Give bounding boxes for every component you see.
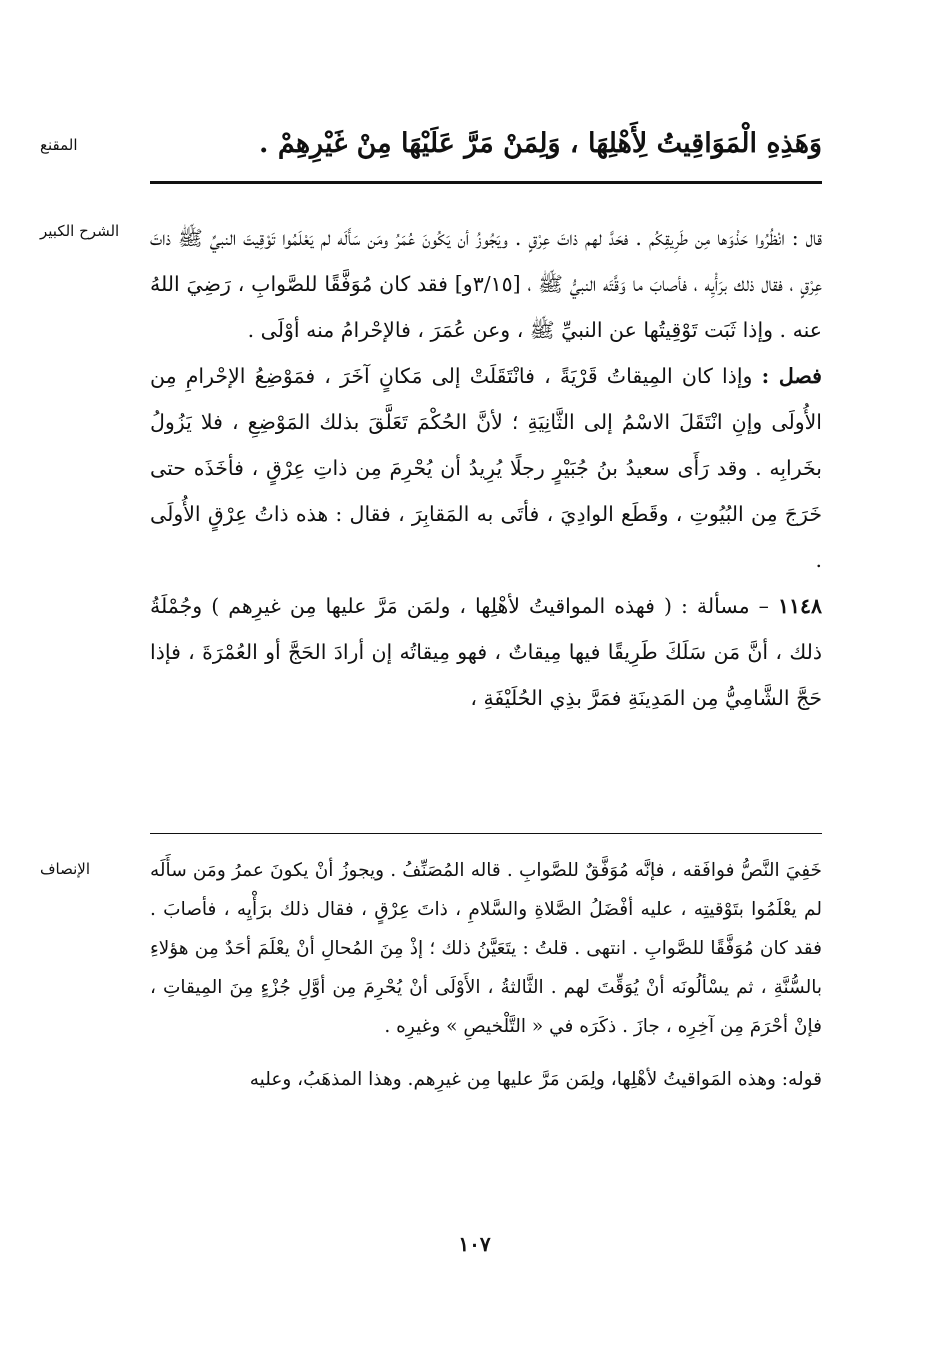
- insaf-paragraph-2: قوله: وهذه المَواقيتُ لأهْلِها، ولِمَن مَرَّ عليها مِن غيرِهم. وهذا المذهَبُ، وعليه: [249, 1069, 822, 1090]
- masala-number: ١١٤٨: [777, 594, 822, 618]
- label-insaf: الإنصاف: [40, 860, 91, 878]
- sharh-paragraph-3: [150, 583, 822, 721]
- sharh-paragraph-3-text: – مسألة : ( فهذه المواقيتُ لأهْلِها ، ولمَن مَرَّ عليها مِن غيرِهم ) وجُمْلَةُ ذلك ، أنَّ مَن سَلَكَ طَرِيقًا فيها مِيقاتٌ ، فهو مِيقاتُه إن أرادَ الحَجَّ أو العُمْرَةَ ، فإذا حَجَّ الشَّامِيُّ مِن المَدِينَةِ فمَرَّ بذِي الحُلَيْفَةِ ،: [150, 594, 822, 710]
- page-number: ١٠٧: [458, 1232, 491, 1256]
- divider-thick: [150, 181, 822, 184]
- sharh-paragraph-2: [150, 353, 822, 583]
- insaf-block: [150, 851, 822, 1099]
- insaf-paragraph-1: خَفِيَ النَّصُّ فوافَقه ، فإنَّه مُوَفَّقٌ للصَّوابِ . قاله المُصَنِّفُ . ويجوزُ أنْ يكونَ عمرُ ومَن سأَلَه لم يعْلَمُوا بتَوْقيتِه ، عليه أفْضَلُ الصَّلاةِ والسَّلامِ ، ذاتَ عِرْقٍ ، فقال ذلك برَأْيِه ، فأصابَ . فقد كان مُوَفَّقًا للصَّوابِ . انتهى . قلتُ : يتَعَيَّنُ ذلك ؛ إذْ مِنَ المُحالِ أنْ يعْلَمَ أحَدٌ مِن هؤلاءِ بالسُّنَّةِ ، ثم يسْألُونَه أنْ يُوَقِّتَ لهم . الثَّالثةُ ، الأَوْلَى أنْ يُحْرِمَ مِن أوَّلِ جُزْءٍ مِنَ المِيقاتِ ، فإنْ أحْرَمَ مِن آخِرِه ، جازَ . ذكَرَه في « التَّلْخيصِ » وغيرِه .: [150, 860, 822, 1037]
- divider-thin: [150, 833, 822, 834]
- label-sharh: الشرح الكبير: [40, 222, 120, 240]
- matn-text: وَهَذِهِ الْمَوَاقِيتُ لِأَهْلِهَا ، وَلِمَنْ مَرَّ عَلَيْهَا مِنْ غَيْرِهِمْ .: [259, 128, 822, 159]
- sharh-paragraph-2-text: وإذا كان المِيقاتُ قَرْيَةً ، فانْتَقَلَتْ إلى مَكانٍ آخَرَ ، فمَوْضِعُ الإحْرامِ مِن الأُولَى وإنِ انْتَقَلَ الاسْمُ إلى الثَّانِيَةِ ؛ لأنَّ الحُكْمَ تَعَلَّقَ بذلك المَوْضِعِ ، فلا يَزُولُ بخَرابِه . وقد رَأَى سعيدُ بنُ جُبَيْرٍ رجلًا يُرِيدُ أن يُحْرِمَ مِن ذاتِ عِرْقٍ ، فأخَذَه حتى خَرَجَ مِن البُيُوتِ ، وقَطَع الوادِيَ ، فأتَى به المَقابِرَ ، فقال : هذه ذاتُ عِرْقٍ الأُولَى .: [150, 364, 822, 572]
- fasl-heading: فصل :: [761, 364, 822, 388]
- sharh-block: [150, 215, 822, 721]
- sharh-paragraph-1: قال : انْظُرُوا حَذْوَها مِن طَرِيقِكُم . فحَدَّ لهم ذاتَ عِرْقٍ . ويَجُوزُ أن يَكُونَ عُمَرُ ومَن سَأَلَه لم يَعْلَمُوا تَوْقِيتَ النبيِّ ﷺ ذاتَ عِرْقٍ ، فقال ذلك برَأْيِه ، فأصابَ ما وَقَّتَه النبيُّ ﷺ ، [٣/١٥و] فقد كان مُوَفَّقًا للصَّوابِ ، رَضِيَ اللهُ عنه . وإذا ثَبَت تَوْقِيتُها عن النبيِّ ﷺ ، وعن عُمَرَ ، فالإحْرامُ منه أوْلَى .: [150, 226, 822, 342]
- label-matn: المقنع: [40, 136, 78, 154]
